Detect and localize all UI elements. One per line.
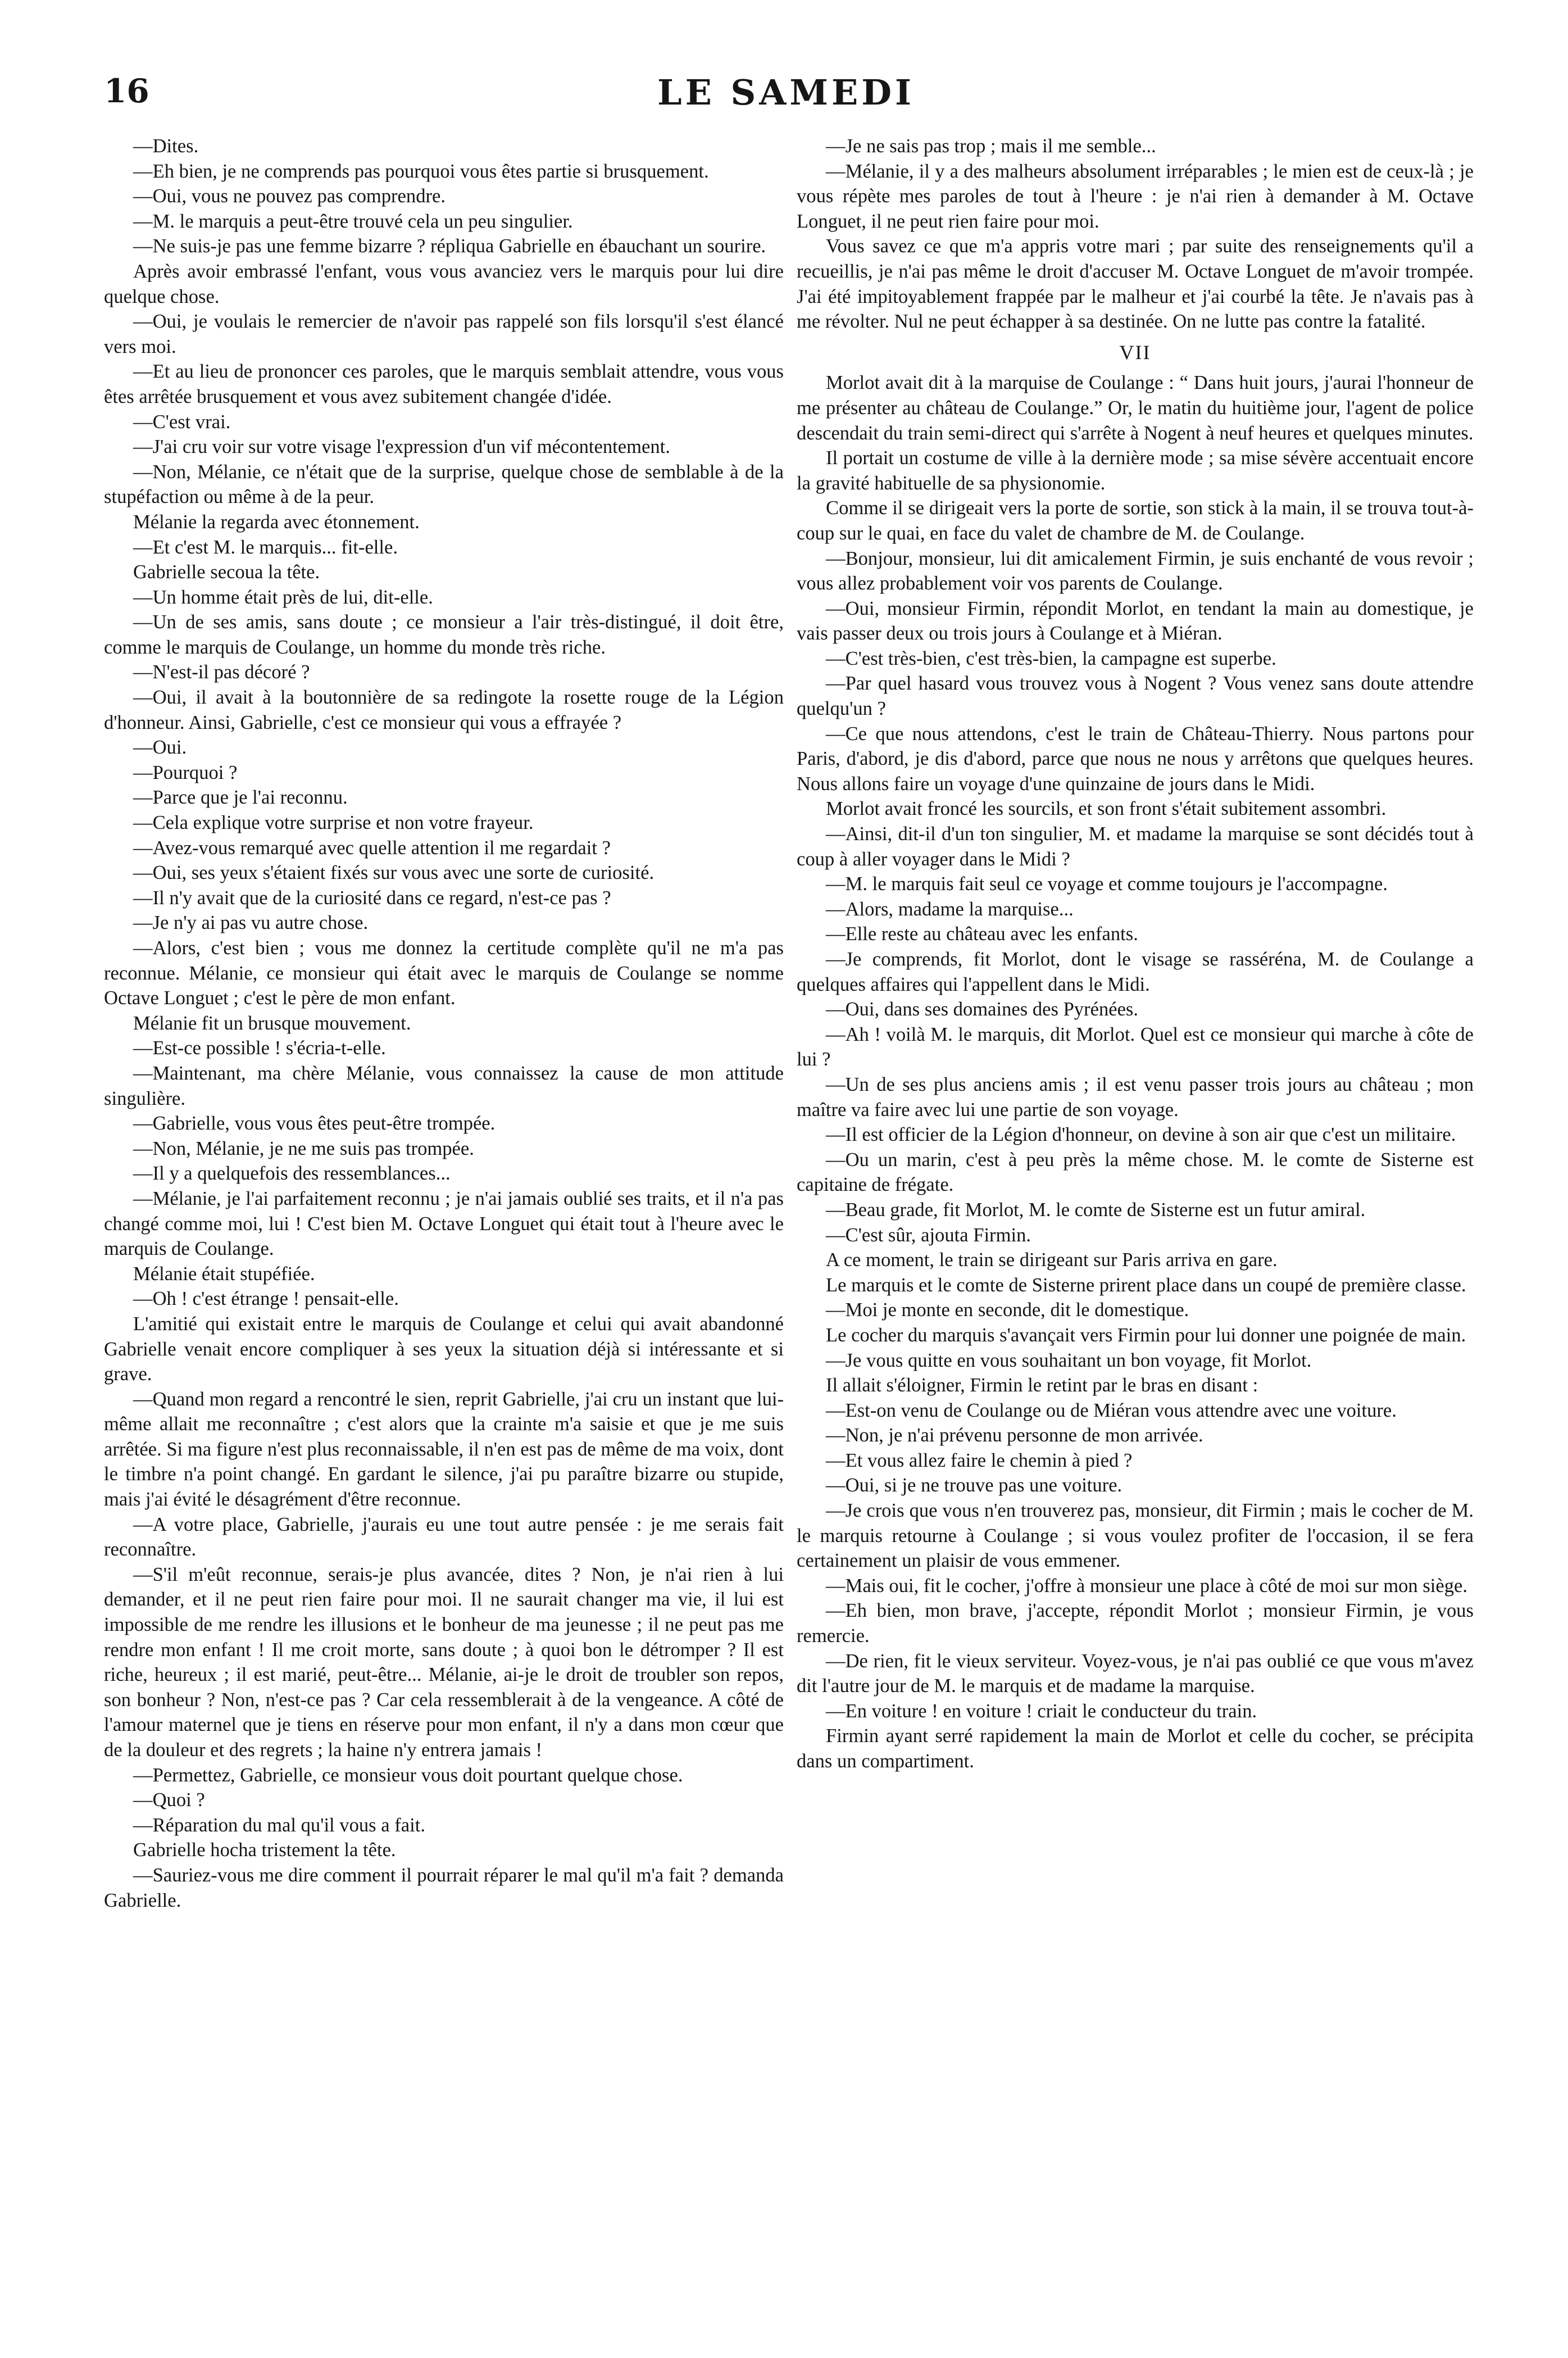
paragraph: —S'il m'eût reconnue, serais-je plus avancée, dites ? Non, je n'ai rien à lui demander, et il ne peut rien faire pour moi. Il ne saurait changer ma vie, il lui est impossible de me rendre les illusions et le bonheur de ma jeunesse ; il ne peut pas me rendre mon enfant ! Il me croit morte, sans doute ; à quoi bon le détromper ? Il est riche, heureux ; il est marié, peut-être... Mélanie, ai-je le droit de troubler son repos, son bonheur ? Non, n'est-ce pas ? Car cela ressemblerait à de la vengeance. A côté de l'amour maternel que je tiens en réserve pour mon enfant, il n'y a dans mon cœur que de la douleur et des regrets ; la haine n'y entrera jamais ! bbox=[104, 1563, 784, 1761]
paragraph: —Ne suis-je pas une femme bizarre ? répliqua Gabrielle en ébauchant un sourire. bbox=[133, 235, 766, 257]
paragraph: Mélanie fit un brusque mouvement. bbox=[133, 1012, 411, 1034]
paragraph: —Est-ce possible ! s'écria-t-elle. bbox=[133, 1037, 386, 1059]
chapter-heading: VII bbox=[1119, 341, 1151, 364]
paragraph: —Un de ses plus anciens amis ; il est venu passer trois jours au château ; mon maître va faire avec lui une partie de son voyage. bbox=[797, 1073, 1474, 1121]
paragraph: —Réparation du mal qu'il vous a fait. bbox=[133, 1814, 425, 1836]
paragraph: —Alors, madame la marquise... bbox=[826, 898, 1074, 920]
paragraph: A ce moment, le train se dirigeant sur Paris arriva en gare. bbox=[826, 1249, 1278, 1271]
paragraph: —Et vous allez faire le chemin à pied ? bbox=[826, 1449, 1133, 1471]
paragraph: —Non, je n'ai prévenu personne de mon arrivée. bbox=[826, 1425, 1203, 1446]
paragraph: —Quoi ? bbox=[133, 1789, 205, 1811]
paragraph: —Est-on venu de Coulange ou de Miéran vous attendre avec une voiture. bbox=[826, 1399, 1397, 1421]
paragraph: Il allait s'éloigner, Firmin le retint par le bras en disant : bbox=[826, 1375, 1258, 1396]
paragraph: —J'ai cru voir sur votre visage l'expression d'un vif mécontentement. bbox=[133, 436, 670, 458]
paragraph: —Oui, je voulais le remercier de n'avoir pas rappelé son fils lorsqu'il s'est élancé vers moi. bbox=[104, 311, 784, 357]
paragraph: —Non, Mélanie, je ne me suis pas trompée. bbox=[133, 1137, 474, 1159]
paragraph: —Ou un marin, c'est à peu près la même chose. M. le comte de Sisterne est capitaine de frégate. bbox=[797, 1149, 1474, 1196]
paragraph: —Oh ! c'est étrange ! pensait-elle. bbox=[133, 1288, 399, 1310]
paragraph: L'amitié qui existait entre le marquis de Coulange et celui qui avait abandonné Gabrielle venait encore compliquer à ses yeux la situation déjà si intéressante et si grave. bbox=[104, 1313, 784, 1385]
paragraph: —Oui, ses yeux s'étaient fixés sur vous avec une sorte de curiosité. bbox=[133, 862, 655, 884]
paragraph: —Oui, dans ses domaines des Pyrénées. bbox=[826, 999, 1139, 1021]
paragraph: —Je n'y ai pas vu autre chose. bbox=[133, 912, 369, 934]
paragraph: Morlot avait dit à la marquise de Coulange : “ Dans huit jours, j'aurai l'honneur de me présenter au château de Coulange.” Or, le matin du huitième jour, l'agent de police descendait du train semi-direct qui s'arrête à Nogent à neuf heures et quelques minutes. bbox=[797, 372, 1474, 444]
paragraph: Firmin ayant serré rapidement la main de Morlot et celle du cocher, se précipita dans un compartiment. bbox=[797, 1725, 1474, 1772]
paragraph: —Bonjour, monsieur, lui dit amicalement Firmin, je suis enchanté de vous revoir ; vous allez probablement voir vos parents de Coulange. bbox=[797, 547, 1474, 595]
paragraph: —Je ne sais pas trop ; mais il me semble... bbox=[826, 135, 1156, 157]
paragraph: Mélanie la regarda avec étonnement. bbox=[133, 511, 420, 533]
paragraph: —Eh bien, mon brave, j'accepte, répondit Morlot ; monsieur Firmin, je vous remercie. bbox=[797, 1600, 1474, 1647]
paragraph: —C'est sûr, ajouta Firmin. bbox=[826, 1224, 1031, 1246]
paragraph: —Mais oui, fit le cocher, j'offre à monsieur une place à côté de moi sur mon siège. bbox=[826, 1575, 1468, 1597]
paragraph: —Oui, monsieur Firmin, répondit Morlot, en tendant la main au domestique, je vais passer deux ou trois jours à Coulange et à Miéran. bbox=[797, 597, 1474, 645]
paragraph: Après avoir embrassé l'enfant, vous vous avanciez vers le marquis pour lui dire quelque chose. bbox=[104, 260, 784, 307]
paragraph: —Quand mon regard a rencontré le sien, reprit Gabrielle, j'ai cru un instant que lui-même allait me reconnaître ; c'est alors que la crainte m'a saisie et que je me suis arrêtée. Si ma figure n'est plus reconnaissable, il n'en est pas de même de ma voix, dont le timbre n'a point changé. En gardant le silence, j'ai pu paraître bizarre ou stupide, mais j'ai évité le désagrément d'être reconnue. bbox=[104, 1388, 784, 1511]
paragraph: —Mélanie, je l'ai parfaitement reconnu ; je n'ai jamais oublié ses traits, et il n'a pas changé comme moi, lui ! C'est bien M. Octave Longuet qui était tout à l'heure avec le marquis de Coulange. bbox=[104, 1187, 784, 1260]
paragraph: —Oui, il avait à la boutonnière de sa redingote la rosette rouge de la Légion d'honneur. Ainsi, Gabrielle, c'est ce monsieur qui vous a effrayée ? bbox=[104, 687, 784, 733]
paragraph: —En voiture ! en voiture ! criait le conducteur du train. bbox=[826, 1700, 1257, 1722]
paragraph: Il portait un costume de ville à la dernière mode ; sa mise sévère accentuait encore la gravité habituelle de sa physionomie. bbox=[797, 447, 1474, 494]
page-header bbox=[104, 66, 1468, 123]
paragraph: —Oui, si je ne trouve pas une voiture. bbox=[826, 1475, 1122, 1497]
paragraph: —Je vous quitte en vous souhaitant un bon voyage, fit Morlot. bbox=[826, 1349, 1312, 1371]
paragraph: —Avez-vous remarqué avec quelle attention il me regardait ? bbox=[133, 837, 611, 859]
paragraph: —Un de ses amis, sans doute ; ce monsieur a l'air très-distingué, il doit être, comme le marquis de Coulange, un homme du monde très riche. bbox=[104, 611, 784, 658]
right-column bbox=[797, 134, 1474, 1774]
journal-title: LE SAMEDI bbox=[657, 72, 915, 113]
left-column bbox=[104, 134, 784, 1913]
paragraph: —Ce que nous attendons, c'est le train de Château-Thierry. Nous partons pour Paris, d'abord, je dis d'abord, parce que nous ne nous y arrêtons que quelques heures. Nous allons faire un voyage d'une quinzaine de jours dans le Midi. bbox=[797, 723, 1474, 795]
paragraph: —Permettez, Gabrielle, ce monsieur vous doit pourtant quelque chose. bbox=[133, 1764, 683, 1786]
paragraph: Gabrielle secoua la tête. bbox=[133, 561, 320, 583]
paragraph: —Par quel hasard vous trouvez vous à Nogent ? Vous venez sans doute attendre quelqu'un ? bbox=[797, 673, 1474, 720]
paragraph: Mélanie était stupéfiée. bbox=[133, 1263, 315, 1285]
paragraph: —Elle reste au château avec les enfants. bbox=[826, 923, 1138, 945]
paragraph: —Ah ! voilà M. le marquis, dit Morlot. Quel est ce monsieur qui marche à côte de lui ? bbox=[797, 1023, 1474, 1071]
paragraph: —Oui, vous ne pouvez pas comprendre. bbox=[133, 185, 446, 207]
paragraph: —Je comprends, fit Morlot, dont le visage se rasséréna, M. de Coulange a quelques affaires qui l'appellent dans le Midi. bbox=[797, 949, 1474, 995]
paragraph: —Beau grade, fit Morlot, M. le comte de Sisterne est un futur amiral. bbox=[826, 1199, 1366, 1221]
paragraph: —Gabrielle, vous vous êtes peut-être trompée. bbox=[133, 1113, 496, 1135]
paragraph: —M. le marquis a peut-être trouvé cela un peu singulier. bbox=[133, 210, 573, 232]
paragraph: —Ainsi, dit-il d'un ton singulier, M. et madame la marquise se sont décidés tout à coup à aller voyager dans le Midi ? bbox=[797, 823, 1474, 870]
right-column-bottom bbox=[797, 370, 1474, 1774]
paragraph: —Dites. bbox=[133, 135, 199, 157]
paragraph: —C'est vrai. bbox=[133, 411, 231, 433]
paragraph: —Il est officier de la Légion d'honneur, on devine à son air que c'est un militaire. bbox=[826, 1124, 1456, 1146]
page-number: 16 bbox=[104, 72, 149, 110]
paragraph: —N'est-il pas décoré ? bbox=[133, 661, 310, 683]
paragraph: —Non, Mélanie, ce n'était que de la surprise, quelque chose de semblable à de la stupéfaction ou même à de la peur. bbox=[104, 461, 784, 508]
paragraph: —Et c'est M. le marquis... fit-elle. bbox=[133, 536, 398, 558]
paragraph: Morlot avait froncé les sourcils, et son front s'était subitement assombri. bbox=[826, 798, 1387, 820]
paragraph: —Cela explique votre surprise et non votre frayeur. bbox=[133, 812, 534, 834]
paragraph: —Oui. bbox=[133, 737, 187, 759]
paragraph: —Alors, c'est bien ; vous me donnez la certitude complète qu'il ne m'a pas reconnue. Mélanie, ce monsieur qui était avec le marquis de Coulange se nomme Octave Longuet ; c'est le père de mon enfant. bbox=[104, 937, 784, 1009]
paragraph: Le marquis et le comte de Sisterne prirent place dans un coupé de première classe. bbox=[826, 1274, 1466, 1296]
paragraph: —Maintenant, ma chère Mélanie, vous connaissez la cause de mon attitude singulière. bbox=[104, 1062, 784, 1109]
paragraph: Comme il se dirigeait vers la porte de sortie, son stick à la main, il se trouva tout-à-coup sur le quai, en face du valet de chambre de M. de Coulange. bbox=[797, 497, 1474, 544]
paragraph: —Parce que je l'ai reconnu. bbox=[133, 787, 348, 809]
paragraph: —A votre place, Gabrielle, j'aurais eu une tout autre pensée : je me serais fait reconnaître. bbox=[104, 1513, 784, 1561]
paragraph: —Pourquoi ? bbox=[133, 761, 238, 783]
paragraph: Gabrielle hocha tristement la tête. bbox=[133, 1839, 396, 1861]
right-column-top bbox=[797, 134, 1474, 334]
paragraph: —Un homme était près de lui, dit-elle. bbox=[133, 586, 433, 608]
paragraph: —Il n'y avait que de la curiosité dans ce regard, n'est-ce pas ? bbox=[133, 887, 611, 909]
paragraph: —Je crois que vous n'en trouverez pas, monsieur, dit Firmin ; mais le cocher de M. le marquis retourne à Coulange ; si vous voulez profiter de l'occasion, il se fera certainement un plaisir de vous emmener. bbox=[797, 1500, 1474, 1572]
paragraph: Vous savez ce que m'a appris votre mari ; par suite des renseignements qu'il a recueillis, je n'ai pas même le droit d'accuser M. Octave Longuet de m'avoir trompée. J'ai été impitoyablement frappée par le malheur et j'ai courbé la tête. Je n'avais pas à me révolter. Nul ne peut échapper à sa destinée. On ne lutte pas contre la fatalité. bbox=[797, 235, 1474, 333]
paragraph: —Eh bien, je ne comprends pas pourquoi vous êtes partie si brusquement. bbox=[133, 160, 709, 182]
paragraph: Le cocher du marquis s'avançait vers Firmin pour lui donner une poignée de main. bbox=[826, 1324, 1466, 1346]
paragraph: —C'est très-bien, c'est très-bien, la campagne est superbe. bbox=[826, 647, 1276, 669]
paragraph: —Mélanie, il y a des malheurs absolument irréparables ; le mien est de ceux-là ; je vous répète mes paroles de tout à l'heure : je n'ai rien à demander à M. Octave Longuet, il ne peut rien faire pour moi. bbox=[797, 160, 1474, 232]
paragraph: —M. le marquis fait seul ce voyage et comme toujours je l'accompagne. bbox=[826, 873, 1388, 895]
paragraph: —Et au lieu de prononcer ces paroles, que le marquis semblait attendre, vous vous êtes arrêtée brusquement et vous avez subitement changée d'idée. bbox=[104, 361, 784, 407]
paragraph: —Sauriez-vous me dire comment il pourrait réparer le mal qu'il m'a fait ? demanda Gabrielle. bbox=[104, 1864, 784, 1911]
paragraph: —Il y a quelquefois des ressemblances... bbox=[133, 1163, 451, 1185]
paragraph: —De rien, fit le vieux serviteur. Voyez-vous, je n'ai pas oublié ce que vous m'avez dit l'autre jour de M. le marquis et de madame la marquise. bbox=[797, 1650, 1474, 1697]
paragraph: —Moi je monte en seconde, dit le domestique. bbox=[826, 1299, 1189, 1321]
